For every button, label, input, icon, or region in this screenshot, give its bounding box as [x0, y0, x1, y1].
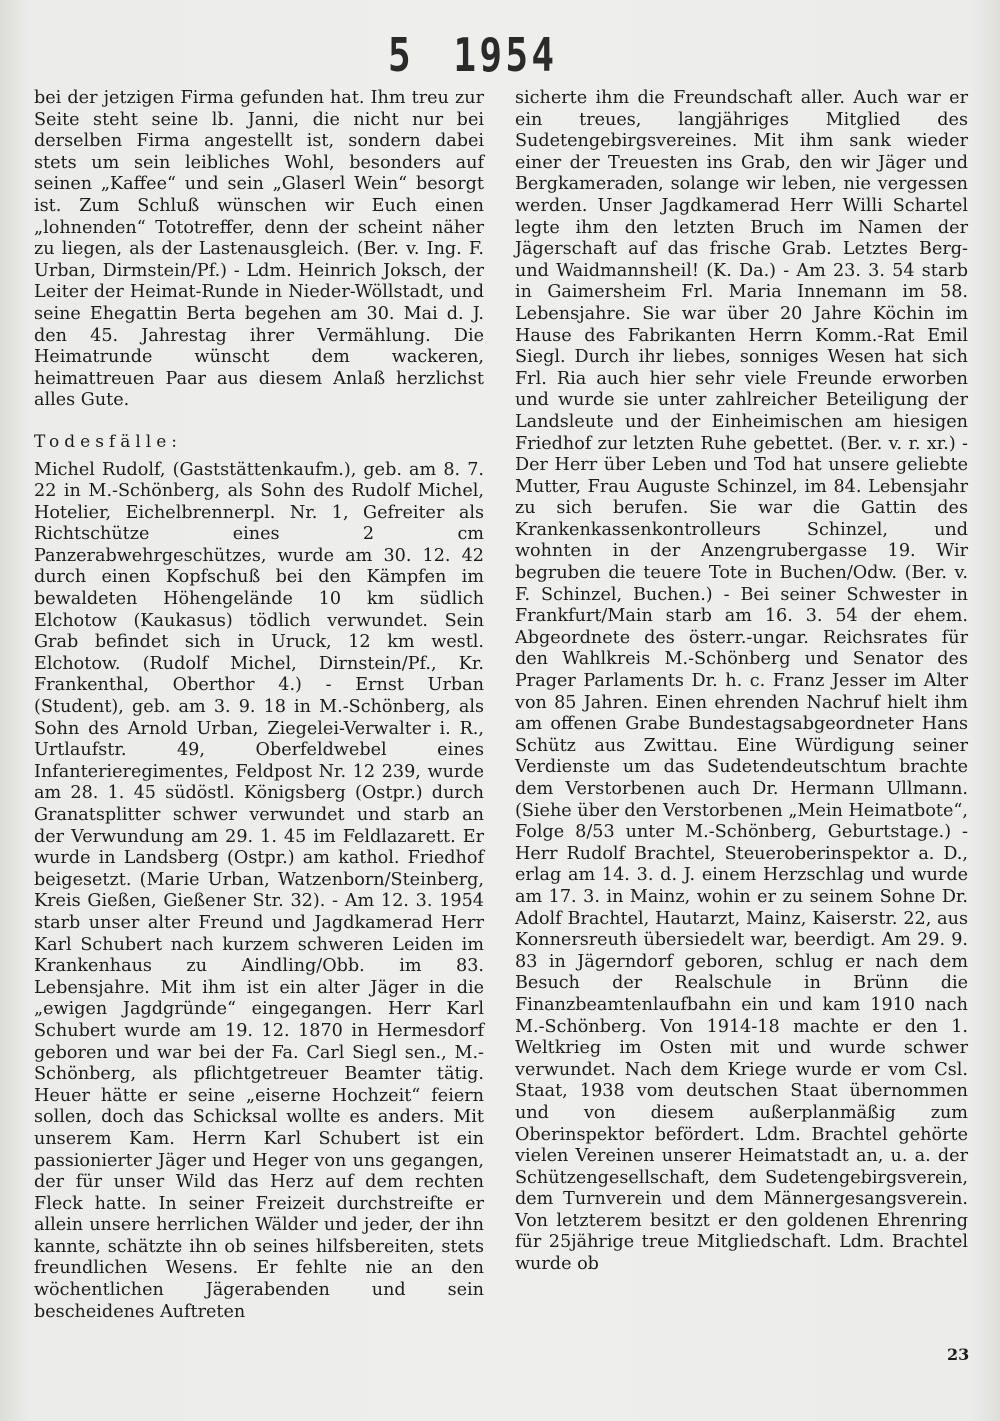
- left-paragraph-1: bei der jetzigen Firma gefunden hat. Ihm treu zur Seite steht seine lb. Janni, die nicht nur bei derselben Firma angestellt ist, sondern dabei stets um sein leibliches Wohl, besonders auf seinen „Kaffee“ und sein „Glaserl Wein“ besorgt ist. Zum Schluß wünschen wir Euch einen „lohnenden“ Tototreffer, denn der scheint näher zu liegen, als der Lastenausgleich. (Ber. v. Ing. F. Urban, Dirmstein/Pf.) - Ldm. Heinrich Joksch, der Leiter der Heimat-Runde in Nieder-Wöllstadt, und seine Ehegattin Berta begehen am 30. Mai d. J. den 45. Jahrestag ihrer Vermählung. Die Heimatrunde wünscht dem wackeren, heimattreuen Paar aus diesem Anlaß herzlichst alles Gute.: [34, 88, 484, 411]
- page-number: 23: [947, 1345, 970, 1364]
- issue-stamp: [388, 28, 557, 82]
- left-column: [34, 88, 484, 1323]
- issue-number: 5: [388, 28, 414, 82]
- section-heading-deaths: Todesfälle:: [34, 431, 183, 452]
- left-paragraph-2: Michel Rudolf, (Gaststättenkaufm.), geb. am 8. 7. 22 in M.-Schönberg, als Sohn des Rudolf Michel, Hotelier, Eichelbrennerpl. Nr. 1, Gefreiter als Richtschütze eines 2 cm Panzerabwehrgeschützes, wurde am 30. 12. 42 durch einen Kopfschuß bei den Kämpfen im bewaldeten Höhengelände 10 km südlich Elchotow (Kaukasus) tödlich verwundet. Sein Grab befindet sich in Uruck, 12 km westl. Elchotow. (Rudolf Michel, Dirnstein/Pf., Kr. Frankenthal, Oberthor 4.) - Ernst Urban (Student), geb. am 3. 9. 18 in M.-Schönberg, als Sohn des Arnold Urban, Ziegelei-Verwalter i. R., Urtlaufstr. 49, Oberfeldwebel eines Infanterieregimentes, Feldpost Nr. 12 239, wurde am 28. 1. 45 südöstl. Königsberg (Ostpr.) durch Granatsplitter schwer verwundet und starb an der Verwundung am 29. 1. 45 im Feldlazarett. Er wurde in Landsberg (Ostpr.) am kathol. Friedhof beigesetzt. (Marie Urban, Watzenborn/Steinberg, Kreis Gießen, Gießener Str. 32). - Am 12. 3. 1954 starb unser alter Freund und Jagdkamerad Herr Karl Schubert nach kurzem schweren Leiden im Krankenhaus zu Aindling/Obb. im 83. Lebensjahre. Mit ihm ist ein alter Jäger in die „ewigen Jagdgründe“ eingegangen. Herr Karl Schubert wurde am 19. 12. 1870 in Hermesdorf geboren und war bei der Fa. Carl Siegl sen., M.-Schönberg, als pflichtgetreuer Beamter tätig. Heuer hätte er seine „eiserne Hochzeit“ feiern sollen, doch das Schicksal wollte es anders. Mit unserem Kam. Herrn Karl Schubert ist ein passionierter Jäger und Heger von uns gegangen, der für unser Wild das Herz auf dem rechten Fleck hatte. In seiner Freizeit durchstreifte er allein unsere herrlichen Wälder und jeder, der ihn kannte, schätzte ihn ob seines hilfsbereiten, stets freundlichen Wesens. Er fehlte nie an den wöchentlichen Jägerabenden und sein bescheidenes Auftreten: [34, 459, 484, 1322]
- right-paragraph-1: sicherte ihm die Freundschaft aller. Auch war er ein treues, langjähriges Mitglied des Sudetengebirgsvereines. Mit ihm sank wieder einer der Treuesten ins Grab, den wir Jäger und Bergkameraden, solange wir leben, nie vergessen werden. Unser Jagdkamerad Herr Willi Schartel legte ihm den letzten Bruch im Namen der Jägerschaft auf das frische Grab. Letztes Berg- und Waidmannsheil! (K. Da.) - Am 23. 3. 54 starb in Gaimersheim Frl. Maria Innemann im 58. Lebensjahre. Sie war über 20 Jahre Köchin im Hause des Fabrikanten Herrn Komm.-Rat Emil Siegl. Durch ihr liebes, sonniges Wesen hat sich Frl. Ria auch hier sehr viele Freunde erworben und wurde sie unter zahlreicher Beteiligung der Landsleute und der Einheimischen am hiesigen Friedhof zur letzten Ruhe gebettet. (Ber. v. r. xr.) - Der Herr über Leben und Tod hat unsere geliebte Mutter, Frau Auguste Schinzel, im 84. Lebensjahr zu sich berufen. Sie war die Gattin des Krankenkassenkontrolleurs Schinzel, und wohnten in der Anzengrubergasse 19. Wir begruben die teuere Tote in Buchen/Odw. (Ber. v. F. Schinzel, Buchen.) - Bei seiner Schwester in Frankfurt/Main starb am 16. 3. 54 der ehem. Abgeordnete des österr.-ungar. Reichsrates für den Wahlkreis M.-Schönberg und Senator des Prager Parlaments Dr. h. c. Franz Jesser im Alter von 85 Jahren. Einen ehrenden Nachruf hielt ihm am offenen Grabe Bundestagsabgeordneter Hans Schütz aus Zwittau. Eine Würdigung seiner Verdienste um das Sudetendeutschtum brachte dem Verstorbenen auch Dr. Hermann Ullmann. (Siehe über den Verstorbenen „Mein Heimatbote“, Folge 8/53 unter M.-Schönberg, Geburtstage.) - Herr Rudolf Brachtel, Steueroberinspektor a. D., erlag am 14. 3. d. J. einem Herzschlag und wurde am 17. 3. in Mainz, wohin er zu seinem Sohne Dr. Adolf Brachtel, Hautarzt, Mainz, Kaiserstr. 22, aus Konnersreuth übersiedelt war, beerdigt. Am 29. 9. 83 in Jägerndorf geboren, schlug er nach dem Besuch der Realschule in Brünn die Finanzbeamtenlaufbahn ein und kam 1910 nach M.-Schönberg. Von 1914-18 machte er den 1. Weltkrieg im Osten mit und wurde schwer verwundet. Nach dem Kriege wurde er vom Csl. Staat, 1938 vom deutschen Staat übernommen und von diesem außerplanmäßig zum Oberinspektor befördert. Ldm. Brachtel gehörte vielen Vereinen unserer Heimatstadt an, u. a. der Schützengesellschaft, dem Sudetengebirgsverein, dem Turnverein und dem Männergesangsverein. Von letzterem besitzt er den goldenen Ehrenring für 25jährige treue Mitgliedschaft. Ldm. Brachtel wurde ob: [515, 88, 968, 1275]
- issue-year: 1954: [453, 28, 558, 82]
- right-column: [515, 88, 968, 1276]
